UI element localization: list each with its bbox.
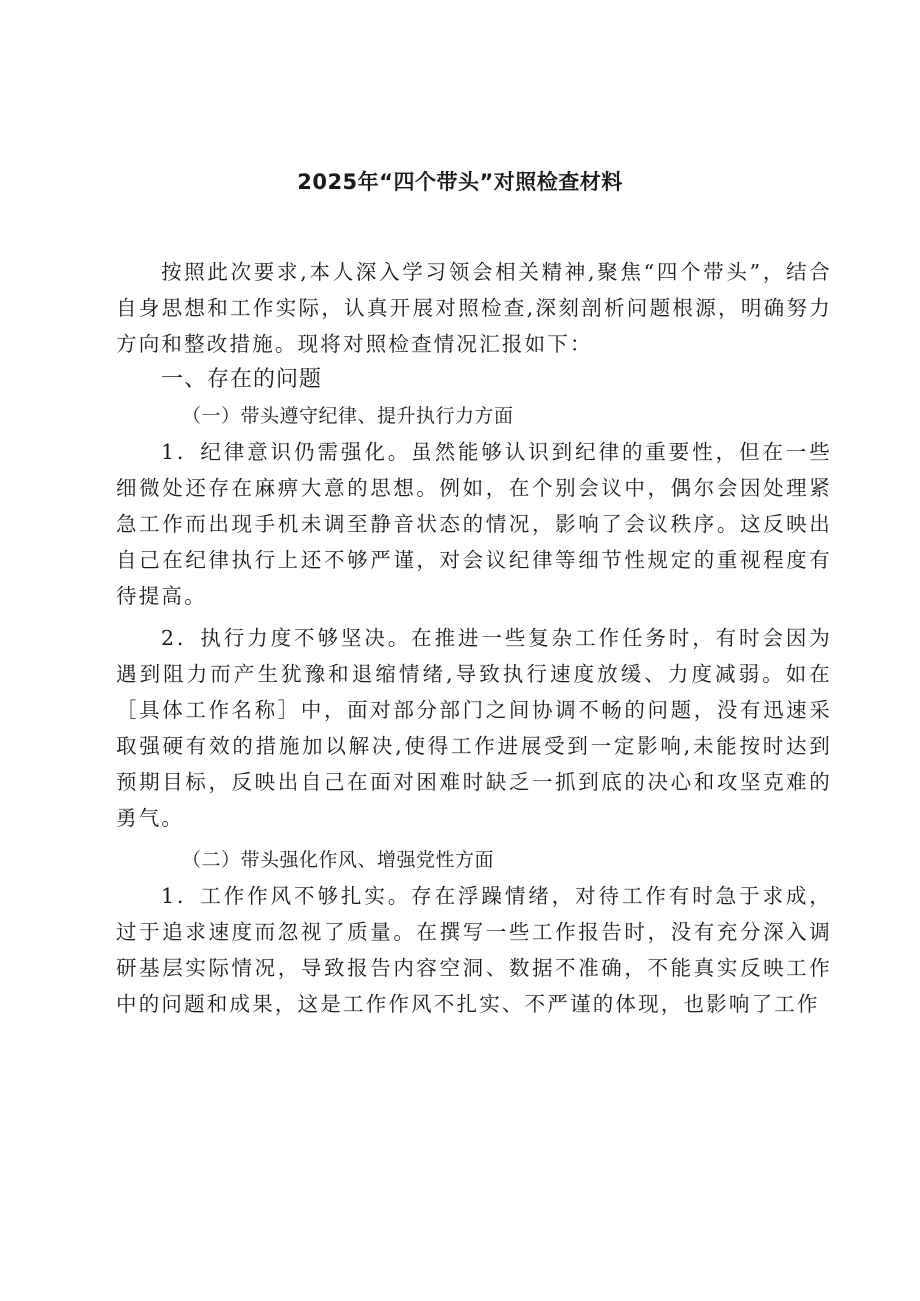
paragraph-work-style: 1．工作作风不够扎实。存在浮躁情绪，对待工作有时急于求成，过于追求速度而忽视了质量。在撰写一些工作报告时，没有充分深入调研基层实际情况，导致报告内容空洞、数据不准确，不能真实反映工作中的问题和成果，这是工作作风不扎实、不严谨的体现，也影响了工作 <box>116 884 832 1016</box>
document-title: 2025年“四个带头”对照检查材料 <box>297 170 623 194</box>
section-heading-problems: 一、存在的问题 <box>161 367 323 392</box>
paragraph-execution-strength: 2．执行力度不够坚决。在推进一些复杂工作任务时，有时会因为遇到阻力而产生犹豫和退缩情绪,导致执行速度放缓、力度减弱。如在［具体工作名称］中，面对部分部门之间协调不畅的问题，没有迅速采取强硬有效的措施加以解决,使得工作进展受到一定影响,未能按时达到预期目标，反映出自己在面对困难时缺乏一抓到底的决心和攻坚克难的勇气。 <box>116 626 832 830</box>
subsection-heading-work-style: （二）带头强化作风、增强党性方面 <box>182 849 495 871</box>
intro-paragraph: 按照此次要求,本人深入学习领会相关精神,聚焦“四个带头”，结合自身思想和工作实际，认真开展对照检查,深刻剖析问题根源，明确努力方向和整改措施。现将对照检查情况汇报如下： <box>116 260 832 356</box>
subsection-heading-discipline: （一）带头遵守纪律、提升执行力方面 <box>182 405 514 427</box>
paragraph-discipline-awareness: 1．纪律意识仍需强化。虽然能够认识到纪律的重要性，但在一些细微处还存在麻痹大意的思想。例如，在个别会议中，偶尔会因处理紧急工作而出现手机未调至静音状态的情况，影响了会议秩序。这反映出自己在纪律执行上还不够严谨，对会议纪律等细节性规定的重视程度有待提高。 <box>116 440 832 608</box>
document-body <box>116 254 832 1022</box>
